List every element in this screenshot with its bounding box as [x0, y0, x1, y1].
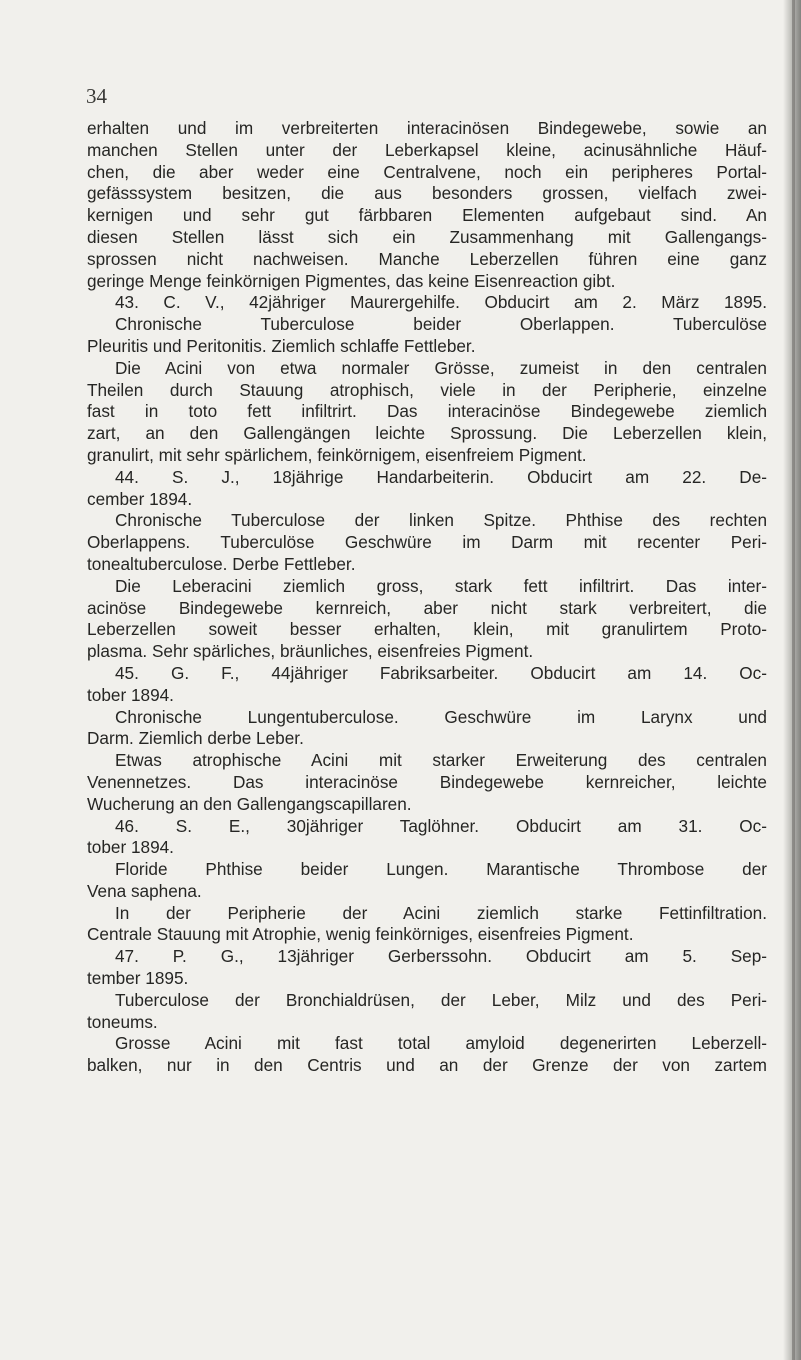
- page-edge-line: [792, 0, 795, 1360]
- text-line: gefässsystem besitzen, die aus besonders grossen, vielfach zwei-: [87, 183, 767, 204]
- text-line: 47. P. G., 13jähriger Gerberssohn. Obducirt am 5. Sep-: [115, 946, 767, 967]
- text-line: zart, an den Gallengängen leichte Sprossung. Die Leberzellen klein,: [87, 423, 767, 444]
- text-line: Chronische Lungentuberculose. Geschwüre im Larynx und: [115, 706, 767, 727]
- page-number: 34: [86, 84, 107, 108]
- text-line: tonealtuberculose. Derbe Fettleber.: [87, 553, 356, 574]
- text-line: fast in toto fett infiltrirt. Das interacinöse Bindegewebe ziemlich: [87, 401, 767, 422]
- text-line: balken, nur in den Centris und an der Grenze der von zartem: [87, 1055, 767, 1076]
- text-line: erhalten und im verbreiterten interacinösen Bindegewebe, sowie an: [87, 118, 767, 138]
- text-line: Darm. Ziemlich derbe Leber.: [87, 728, 304, 749]
- text-line: Etwas atrophische Acini mit starker Erweiterung des centralen: [115, 750, 767, 771]
- text-line: tober 1894.: [87, 684, 174, 705]
- text-line: tober 1894.: [87, 837, 174, 858]
- text-line: tember 1895.: [87, 968, 189, 989]
- text-line: Centrale Stauung mit Atrophie, wenig feinkörniges, eisenfreies Pigment.: [87, 924, 634, 945]
- text-line: acinöse Bindegewebe kernreich, aber nicht stark verbreitert, die: [87, 597, 767, 618]
- text-line: Theilen durch Stauung atrophisch, viele in der Peripherie, einzelne: [87, 379, 767, 400]
- text-line: Die Leberacini ziemlich gross, stark fett infiltrirt. Das inter-: [115, 575, 767, 596]
- text-line: 43. C. V., 42jähriger Maurergehilfe. Obducirt am 2. März 1895.: [115, 292, 767, 313]
- text-line: In der Peripherie der Acini ziemlich starke Fettinfiltration.: [115, 902, 767, 923]
- text-line: granulirt, mit sehr spärlichem, feinkörnigem, eisenfreiem Pigment.: [87, 444, 587, 465]
- text-line: Wucherung an den Gallengangscapillaren.: [87, 793, 412, 814]
- text-line: manchen Stellen unter der Leberkapsel kleine, acinusähnliche Häuf-: [87, 139, 767, 160]
- text-line: 44. S. J., 18jährige Handarbeiterin. Obducirt am 22. De-: [115, 466, 767, 487]
- text-line: Tuberculose der Bronchialdrüsen, der Leber, Milz und des Peri-: [115, 989, 767, 1010]
- text-line: 45. G. F., 44jähriger Fabriksarbeiter. Obducirt am 14. Oc-: [115, 662, 767, 683]
- text-line: Venennetzes. Das interacinöse Bindegewebe kernreicher, leichte: [87, 771, 767, 792]
- text-line: Chronische Tuberculose der linken Spitze. Phthise des rechten: [115, 510, 767, 531]
- text-line: diesen Stellen lässt sich ein Zusammenhang mit Gallengangs-: [87, 226, 767, 247]
- text-line: Die Acini von etwa normaler Grösse, zumeist in den centralen: [115, 357, 767, 378]
- text-line: 46. S. E., 30jähriger Taglöhner. Obducirt am 31. Oc-: [115, 815, 767, 836]
- text-line: Leberzellen soweit besser erhalten, klein, mit granulirtem Proto-: [87, 619, 767, 640]
- text-line: Floride Phthise beider Lungen. Marantische Thrombose der: [115, 859, 767, 880]
- text-line: Vena saphena.: [87, 880, 202, 901]
- text-line: chen, die aber weder eine Centralvene, noch ein peripheres Portal-: [87, 161, 767, 182]
- text-line: plasma. Sehr spärliches, bräunliches, eisenfreies Pigment.: [87, 641, 534, 662]
- text-line: sprossen nicht nachweisen. Manche Leberzellen führen eine ganz: [87, 248, 767, 269]
- text-line: geringe Menge feinkörnigen Pigmentes, das keine Eisenreaction gibt.: [87, 270, 616, 291]
- text-line: Grosse Acini mit fast total amyloid degenerirten Leberzell-: [115, 1033, 767, 1054]
- text-line: toneums.: [87, 1011, 158, 1032]
- body-text: [87, 118, 767, 1077]
- text-line: Pleuritis und Peritonitis. Ziemlich schlaffe Fettleber.: [87, 335, 476, 356]
- text-line: Chronische Tuberculose beider Oberlappen. Tuberculöse: [115, 314, 767, 335]
- text-line: kernigen und sehr gut färbbaren Elementen aufgebaut sind. An: [87, 205, 767, 226]
- text-line: cember 1894.: [87, 488, 193, 509]
- text-line: Oberlappens. Tuberculöse Geschwüre im Darm mit recenter Peri-: [87, 532, 767, 553]
